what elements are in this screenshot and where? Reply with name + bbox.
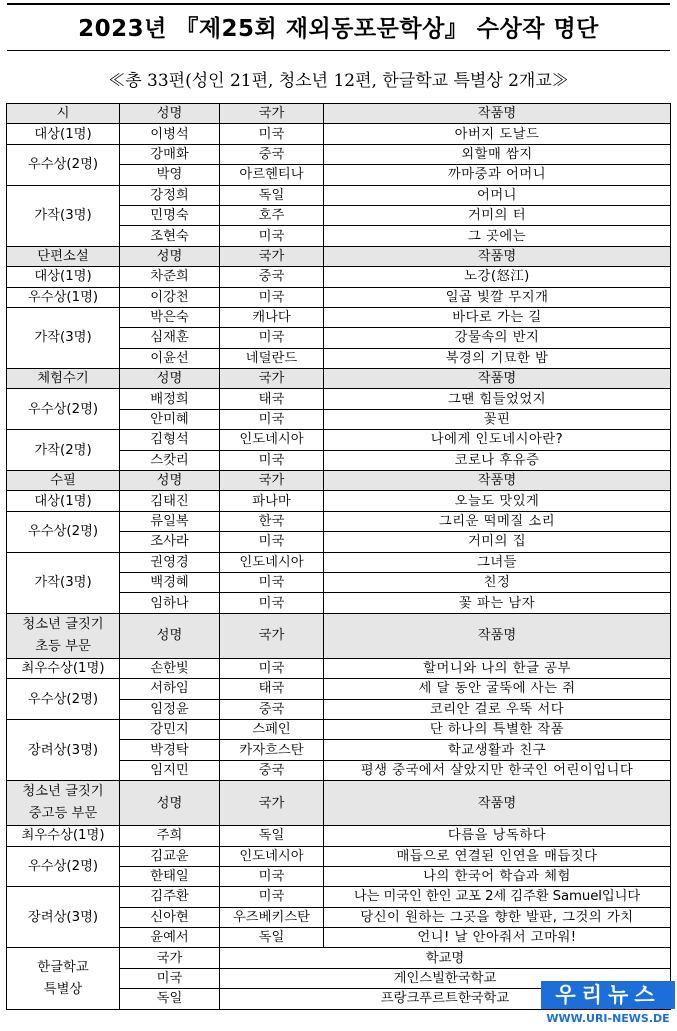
award-group-label: 대상(1명) xyxy=(7,124,120,144)
section-label-line: 중고등 부문 xyxy=(28,806,98,822)
table-row xyxy=(7,267,671,287)
table-row xyxy=(7,658,671,678)
winner-name: 박은숙 xyxy=(120,307,220,327)
work-title: 나에게 인도네시아란? xyxy=(324,430,671,450)
work-title: 나의 한국어 학습과 체험 xyxy=(324,866,671,886)
work-title: 강물속의 반지 xyxy=(324,328,671,348)
section-label xyxy=(7,781,120,826)
winner-country: 미국 xyxy=(220,658,324,678)
winner-country: 네덜란드 xyxy=(220,348,324,368)
section-header-row xyxy=(7,246,671,266)
column-header-country: 국가 xyxy=(220,613,324,658)
work-title: 코리안 걸로 우뚝 서다 xyxy=(324,699,671,719)
work-title: 매듭으로 연결된 인연을 매듭짓다 xyxy=(324,846,671,866)
winner-name: 백경혜 xyxy=(120,572,220,592)
column-header-country: 국가 xyxy=(220,781,324,826)
winner-country: 우즈베키스탄 xyxy=(220,907,324,927)
table-row xyxy=(7,287,671,307)
table-row xyxy=(7,719,671,739)
column-header-name: 성명 xyxy=(120,369,220,389)
work-title: 꽃 파는 남자 xyxy=(324,593,671,613)
special-section-label xyxy=(7,948,120,1009)
winner-name: 강정희 xyxy=(120,185,220,205)
winner-country: 카자흐스탄 xyxy=(220,740,324,760)
winner-name: 윤예서 xyxy=(120,928,220,948)
column-header-name: 성명 xyxy=(120,104,220,124)
section-label-line: 청소년 글짓기 xyxy=(22,784,104,800)
section-header-row xyxy=(7,104,671,124)
table-row xyxy=(7,185,671,205)
table-row xyxy=(7,826,671,846)
work-title: 할머니와 나의 한글 공부 xyxy=(324,658,671,678)
winner-name: 서하임 xyxy=(120,679,220,699)
work-title: 외할매 쌈지 xyxy=(324,144,671,164)
winner-name: 신아현 xyxy=(120,907,220,927)
winner-name: 임지민 xyxy=(120,760,220,780)
watermark-main-text: 우리뉴스 xyxy=(541,981,675,1009)
work-title: 오늘도 맛있게 xyxy=(324,491,671,511)
winner-name: 김교윤 xyxy=(120,846,220,866)
award-group-label: 가작(3명) xyxy=(7,307,120,368)
winner-name: 권영경 xyxy=(120,552,220,572)
work-title: 북경의 기묘한 밤 xyxy=(324,348,671,368)
table-row xyxy=(7,846,671,866)
winner-country: 미국 xyxy=(220,866,324,886)
awards-table xyxy=(6,103,671,1010)
column-header-work: 작품명 xyxy=(324,369,671,389)
winner-country: 태국 xyxy=(220,389,324,409)
column-header-work: 작품명 xyxy=(324,246,671,266)
award-group-label: 우수상(2명) xyxy=(7,511,120,552)
work-title: 학교생활과 친구 xyxy=(324,740,671,760)
school-country: 독일 xyxy=(120,989,220,1009)
school-name: 프랑크푸르트한국학교 xyxy=(220,989,671,1009)
winner-name: 배정희 xyxy=(120,389,220,409)
winner-name: 김태진 xyxy=(120,491,220,511)
winner-name: 박경탁 xyxy=(120,740,220,760)
page-title: 2023년 『제25회 재외동포문학상』 수상작 명단 xyxy=(78,16,599,42)
section-label-line: 초등 부문 xyxy=(35,638,91,654)
column-header-country: 국가 xyxy=(220,369,324,389)
table-row xyxy=(7,511,671,531)
winner-country: 인도네시아 xyxy=(220,846,324,866)
award-group-label: 우수상(2명) xyxy=(7,679,120,720)
section-label: 시 xyxy=(7,104,120,124)
winner-country: 미국 xyxy=(220,593,324,613)
table-row xyxy=(7,430,671,450)
winner-country: 중국 xyxy=(220,699,324,719)
work-title: 일곱 빛깔 무지개 xyxy=(324,287,671,307)
column-header-country: 국가 xyxy=(220,104,324,124)
title-rule xyxy=(7,50,670,51)
section-header-row xyxy=(7,369,671,389)
column-header-country: 국가 xyxy=(220,471,324,491)
winner-country: 캐나다 xyxy=(220,307,324,327)
column-header-country: 국가 xyxy=(220,246,324,266)
winner-name: 강매화 xyxy=(120,144,220,164)
winner-name: 조현숙 xyxy=(120,226,220,246)
awards-table-body xyxy=(7,104,671,1010)
section-label-line: 한글학교 xyxy=(37,959,89,975)
winner-name: 한태일 xyxy=(120,866,220,886)
column-header-name: 성명 xyxy=(120,471,220,491)
watermark-logo xyxy=(541,981,675,1029)
column-header-name: 성명 xyxy=(120,781,220,826)
winner-country: 미국 xyxy=(220,409,324,429)
work-title: 단 하나의 특별한 작품 xyxy=(324,719,671,739)
table-row xyxy=(7,124,671,144)
winner-country: 파나마 xyxy=(220,491,324,511)
winner-country: 독일 xyxy=(220,928,324,948)
winner-name: 안미혜 xyxy=(120,409,220,429)
column-header-school: 학교명 xyxy=(220,948,671,968)
award-group-label: 대상(1명) xyxy=(7,267,120,287)
winner-name: 심재훈 xyxy=(120,328,220,348)
award-group-label: 우수상(1명) xyxy=(7,287,120,307)
winner-country: 태국 xyxy=(220,679,324,699)
work-title: 어머니 xyxy=(324,185,671,205)
table-row xyxy=(7,307,671,327)
table-row xyxy=(7,491,671,511)
section-label xyxy=(7,613,120,658)
winner-name: 임하나 xyxy=(120,593,220,613)
winner-country: 호주 xyxy=(220,205,324,225)
work-title: 아버지 도날드 xyxy=(324,124,671,144)
winner-country: 미국 xyxy=(220,287,324,307)
winner-country: 독일 xyxy=(220,826,324,846)
award-group-label: 가작(3명) xyxy=(7,552,120,613)
work-title: 친정 xyxy=(324,572,671,592)
award-group-label: 최우수상(1명) xyxy=(7,658,120,678)
award-group-label: 우수상(2명) xyxy=(7,144,120,185)
winner-name: 차준희 xyxy=(120,267,220,287)
winner-country: 중국 xyxy=(220,760,324,780)
work-title: 바다로 가는 길 xyxy=(324,307,671,327)
column-header-work: 작품명 xyxy=(324,781,671,826)
winner-country: 미국 xyxy=(220,887,324,907)
work-title: 그녀들 xyxy=(324,552,671,572)
winner-country: 미국 xyxy=(220,450,324,470)
winner-country: 스페인 xyxy=(220,719,324,739)
award-group-label: 대상(1명) xyxy=(7,491,120,511)
work-title: 노강(怒江) xyxy=(324,267,671,287)
table-row xyxy=(7,389,671,409)
winner-name: 강민지 xyxy=(120,719,220,739)
winner-name: 스캇리 xyxy=(120,450,220,470)
work-title: 평생 중국에서 살았지만 한국인 어린이입니다 xyxy=(324,760,671,780)
winner-name: 이강천 xyxy=(120,287,220,307)
winner-country: 독일 xyxy=(220,185,324,205)
winner-name: 임정윤 xyxy=(120,699,220,719)
award-group-label: 장려상(3명) xyxy=(7,719,120,780)
section-label-line: 특별상 xyxy=(43,981,83,997)
award-group-label: 가작(2명) xyxy=(7,430,120,471)
winner-country: 한국 xyxy=(220,511,324,531)
winner-country: 중국 xyxy=(220,144,324,164)
work-title: 꽃핀 xyxy=(324,409,671,429)
winner-name: 주희 xyxy=(120,826,220,846)
winner-name: 김형석 xyxy=(120,430,220,450)
section-label: 체험수기 xyxy=(7,369,120,389)
winner-country: 미국 xyxy=(220,226,324,246)
special-header-row xyxy=(7,948,671,968)
winner-name: 류일복 xyxy=(120,511,220,531)
work-title: 세 달 동안 굴뚝에 사는 쥐 xyxy=(324,679,671,699)
winner-name: 민명숙 xyxy=(120,205,220,225)
winner-name: 이병석 xyxy=(120,124,220,144)
winner-country: 중국 xyxy=(220,267,324,287)
table-row xyxy=(7,887,671,907)
column-header-name: 성명 xyxy=(120,246,220,266)
work-title: 언니! 날 안아줘서 고마워! xyxy=(324,928,671,948)
work-title: 그리운 떡메질 소리 xyxy=(324,511,671,531)
work-title: 그 곳에는 xyxy=(324,226,671,246)
top-rule xyxy=(7,3,670,5)
column-header-work: 작품명 xyxy=(324,104,671,124)
winner-name: 이윤선 xyxy=(120,348,220,368)
award-group-label: 최우수상(1명) xyxy=(7,826,120,846)
winner-country: 아르헨티나 xyxy=(220,165,324,185)
column-header-work: 작품명 xyxy=(324,613,671,658)
work-title: 거미의 집 xyxy=(324,532,671,552)
work-title: 나는 미국인 한인 교포 2세 김주환 Samuel입니다 xyxy=(324,887,671,907)
section-label: 단편소설 xyxy=(7,246,120,266)
table-row xyxy=(7,144,671,164)
section-header-row xyxy=(7,781,671,826)
award-group-label: 가작(3명) xyxy=(7,185,120,246)
award-group-label: 우수상(2명) xyxy=(7,389,120,430)
work-title: 다름을 낭독하다 xyxy=(324,826,671,846)
winner-country: 미국 xyxy=(220,328,324,348)
work-title: 까마중과 어머니 xyxy=(324,165,671,185)
winner-country: 미국 xyxy=(220,532,324,552)
work-title: 당신이 원하는 그곳을 향한 발판, 그것의 가치 xyxy=(324,907,671,927)
section-label-line: 청소년 글짓기 xyxy=(22,616,104,632)
award-group-label: 우수상(2명) xyxy=(7,846,120,887)
column-header-work: 작품명 xyxy=(324,471,671,491)
winner-country: 미국 xyxy=(220,124,324,144)
award-group-label: 장려상(3명) xyxy=(7,887,120,948)
work-title: 거미의 터 xyxy=(324,205,671,225)
school-name: 게인스빌한국학교 xyxy=(220,968,671,988)
table-row xyxy=(7,552,671,572)
section-header-row xyxy=(7,471,671,491)
section-header-row xyxy=(7,613,671,658)
page-subtitle: ≪총 33편(성인 21편, 청소년 12편, 한글학교 특별상 2개교≫ xyxy=(108,71,569,91)
winner-country: 인도네시아 xyxy=(220,552,324,572)
section-label: 수필 xyxy=(7,471,120,491)
watermark-url-text: WWW.URI-NEWS.DE xyxy=(541,1011,675,1027)
work-title: 코로나 후유증 xyxy=(324,450,671,470)
winner-name: 김주환 xyxy=(120,887,220,907)
column-header-country: 국가 xyxy=(120,948,220,968)
table-row xyxy=(7,679,671,699)
winner-country: 미국 xyxy=(220,572,324,592)
winner-name: 손한빛 xyxy=(120,658,220,678)
winner-name: 박영 xyxy=(120,165,220,185)
column-header-name: 성명 xyxy=(120,613,220,658)
winner-country: 인도네시아 xyxy=(220,430,324,450)
winner-name: 조사라 xyxy=(120,532,220,552)
work-title: 그땐 힘들었었지 xyxy=(324,389,671,409)
school-country: 미국 xyxy=(120,968,220,988)
